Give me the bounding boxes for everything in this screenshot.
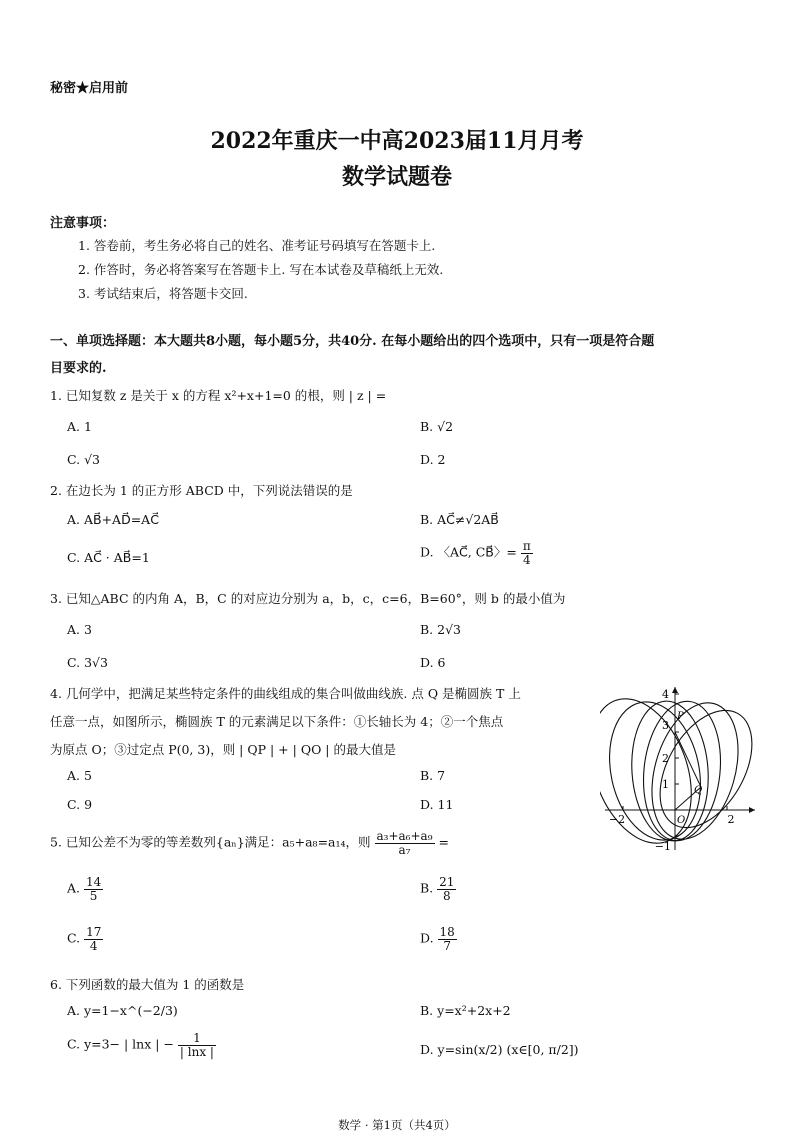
q4-option-d: D. 11	[420, 797, 454, 812]
fraction-denominator: | lnx |	[179, 1044, 214, 1059]
q6-option-b: B. y=x²+2x+2	[420, 1003, 511, 1018]
question-4-line1: 4. 几何学中，把满足某些特定条件的曲线组成的集合叫做曲线族. 点 Q 是椭圆族 T 上	[50, 686, 521, 701]
fraction-denominator: 7	[443, 938, 451, 953]
q5-option-a-fraction	[84, 876, 103, 902]
exam-title: 2022年重庆一中高2023届11月月考	[210, 128, 584, 154]
fraction-numerator: π	[522, 539, 531, 553]
x-tick-label: 2	[727, 813, 735, 826]
fraction-numerator: 18	[439, 925, 455, 939]
q3-option-a: A. 3	[67, 622, 92, 637]
fraction-denominator: 4	[89, 938, 98, 953]
point-p-label: P	[677, 711, 684, 722]
fraction-numerator: 14	[85, 875, 102, 889]
question-5-text: 5. 已知公差不为零的等差数列{aₙ}满足：a₅+a₈=a₁₄，则	[50, 834, 371, 850]
q5-option-c: C. $\frac{17}{4}$	[67, 925, 102, 953]
question-5-tail: =	[438, 834, 449, 850]
x-axis-arrow	[749, 807, 755, 813]
q6-option-c	[67, 1032, 216, 1058]
question-4-line2: 任意一点，如图所示，椭圆族 T 的元素满足以下条件：①长轴长为 4；②一个焦点	[50, 714, 504, 729]
fraction-denominator: a₇	[398, 842, 411, 857]
q3-option-d: D. 6	[420, 655, 446, 670]
q5-option-b-fraction	[437, 876, 456, 902]
secret-label: 秘密★启用前	[50, 81, 129, 96]
fraction-numerator: 17	[86, 925, 102, 939]
point-o-label: O	[677, 815, 686, 826]
note-item: 2. 作答时，务必将答案写在答题卡上. 写在本试卷及草稿纸上无效.	[78, 262, 444, 277]
q5-option-b: B. $\frac{21}{8}$	[420, 875, 455, 903]
note-item: 1. 答卷前，考生务必将自己的姓名、准考证号码填写在答题卡上.	[78, 238, 436, 253]
q5-option-d: D. $\frac{18}{7}$	[420, 925, 455, 953]
ellipse-family-figure	[600, 685, 760, 855]
q5-option-a: A. $\frac{14}{5}$	[67, 875, 102, 903]
q2-option-d	[420, 540, 533, 566]
y-tick-label: 4	[662, 688, 669, 701]
fraction-denominator: 5	[89, 888, 98, 903]
question-5-stem	[50, 830, 449, 856]
q4-option-b: B. 7	[420, 768, 446, 783]
q1-option-d: D. 2	[420, 452, 446, 467]
q3-option-c: C. 3√3	[67, 655, 108, 670]
question-6-stem: 6. 下列函数的最大值为 1 的函数是	[50, 977, 245, 992]
section-heading-cont: 目要求的.	[50, 361, 107, 376]
exam-subtitle: 数学试题卷	[341, 164, 452, 190]
q4-option-c: C. 9	[67, 797, 93, 812]
notes-heading: 注意事项：	[50, 216, 116, 231]
x-tick-label: −2	[608, 813, 626, 826]
q5-option-d-fraction	[438, 926, 457, 952]
q2-option-b: B. AC⃗≠√2AB⃗	[420, 512, 499, 527]
question-5-fraction	[375, 830, 435, 856]
y-tick-label: 3	[662, 719, 669, 732]
question-1-stem: 1. 已知复数 z 是关于 x 的方程 x²+x+1=0 的根，则 | z | =	[50, 388, 387, 403]
q1-option-b: B. √2	[420, 419, 454, 434]
q2-option-d-prefix: D. 〈AC⃗, CB⃗〉=	[420, 544, 517, 560]
q1-option-c: C. √3	[67, 452, 100, 467]
q2-option-a: A. AB⃗+AD⃗=AC⃗	[67, 512, 159, 527]
q6-option-d: D. y=sin(x/2) (x∈[0, π/2])	[420, 1042, 579, 1057]
fraction-denominator: 4	[522, 552, 531, 567]
q4-option-a: A. 5	[67, 768, 92, 783]
question-3-stem: 3. 已知△ABC 的内角 A，B，C 的对应边分别为 a，b，c，c=6，B=60°，则 b 的最小值为	[50, 591, 566, 606]
ellipse	[641, 695, 760, 844]
q3-option-b: B. 2√3	[420, 622, 462, 637]
section-heading: 一、单项选择题：本大题共8小题，每小题5分，共40分. 在每小题给出的四个选项中，只有一项是符合题	[50, 334, 655, 349]
fraction-numerator: 21	[439, 875, 455, 889]
q5-option-c-fraction	[84, 926, 103, 952]
y-tick-label: 1	[662, 778, 669, 791]
fraction-numerator: a₃+a₆+a₉	[376, 829, 433, 843]
q2-option-d-fraction	[521, 540, 533, 566]
question-2-stem: 2. 在边长为 1 的正方形 ABCD 中，下列说法错误的是	[50, 483, 353, 498]
q2-option-c: C. AC⃗ · AB⃗=1	[67, 550, 150, 565]
q6-option-c-prefix: C. y=3− | lnx | −	[67, 1036, 174, 1052]
q6-option-c-fraction	[178, 1032, 216, 1058]
note-item: 3. 考试结束后，将答题卡交回.	[78, 286, 248, 301]
y-tick-label: −1	[654, 840, 671, 853]
question-4-line3: 为原点 O；③过定点 P(0, 3)，则 | QP | + | QO | 的最大值是	[50, 742, 396, 757]
q6-option-a: A. y=1−x^(−2/3)	[67, 1003, 178, 1018]
q1-option-a: A. 1	[67, 419, 92, 434]
fraction-denominator: 8	[442, 888, 451, 903]
y-axis-arrow	[672, 687, 678, 693]
fraction-numerator: 1	[178, 1032, 216, 1046]
page-footer: 数学 · 第1页（共4页）	[338, 1118, 456, 1132]
y-tick-label: 2	[662, 752, 669, 765]
point-q-label: Q	[694, 785, 703, 796]
